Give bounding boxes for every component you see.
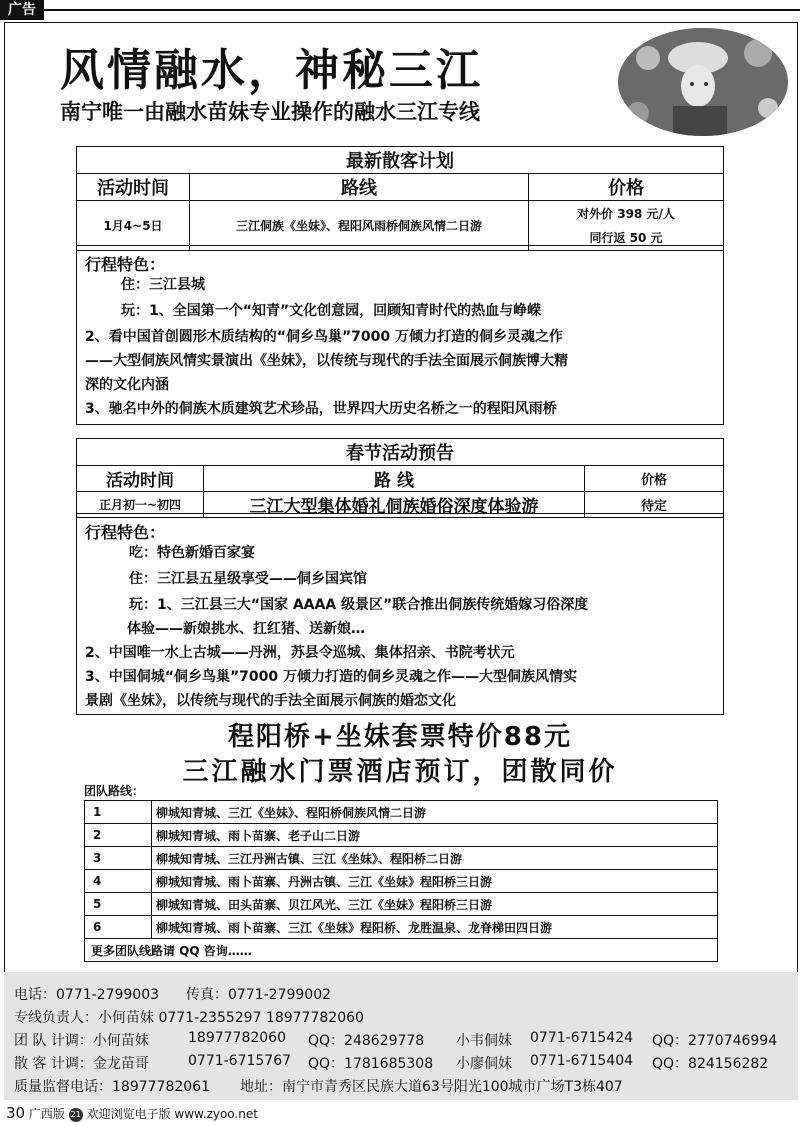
team-operator2-qq: QQ：2770746994	[652, 1033, 778, 1049]
line-manager: 专线负责人：小何苗妹 0771-2355297 18977782060	[14, 1010, 364, 1026]
feature-line: 吃：特色新婚百家宴	[129, 545, 255, 561]
feature-line: 3、中国侗城“侗乡鸟巢”7000 万倾力打造的侗乡灵魂之作——大型侗族风情实	[85, 669, 577, 685]
route-text: 柳城知青城、雨卜苗寨、老子山二日游	[152, 824, 718, 847]
feature-line: 景剧《坐妹》，以传统与现代的手法全面展示侗族的婚恋文化	[85, 693, 456, 709]
feature-line: 玩：1、全国第一个“知青”文化创意园，回顾知青时代的热血与峥嵘	[121, 303, 542, 319]
spring-table	[76, 438, 724, 518]
plan-price-public: 对外价 398 元/人	[577, 206, 675, 221]
table-row	[85, 939, 718, 962]
fit-operator-phone: 0771-6715767	[188, 1053, 292, 1069]
feature-line: 住：三江县城	[121, 277, 205, 293]
team-routes-label: 团队路线：	[84, 784, 145, 798]
fit-operator2-qq: QQ：824156282	[652, 1056, 769, 1072]
col-route: 路线	[190, 174, 529, 201]
combo-ticket-promo: 程阳桥+坐妹套票特价88元	[228, 722, 572, 752]
feature-line: 2、看中国首创圆形木质结构的“侗乡鸟巢”7000 万倾力打造的侗乡灵魂之作	[85, 329, 563, 345]
spring-route: 三江大型集体婚礼侗族婚俗深度体验游	[204, 492, 585, 518]
fit-operator2-phone: 0771-6715404	[530, 1053, 634, 1069]
route-text: 柳城知青城、三江《坐妹》、程阳桥侗族风情二日游	[152, 801, 718, 824]
route-num: 3	[85, 847, 152, 870]
spring-price: 待定	[585, 492, 724, 518]
plan-features	[76, 245, 724, 425]
page-subtitle: 南宁唯一由融水苗妹专业操作的融水三江专线	[60, 100, 480, 124]
contact-block	[4, 972, 798, 1100]
feature-line: 3、驰名中外的侗族木质建筑艺术珍品，世界四大历史名桥之一的程阳风雨桥	[85, 401, 557, 417]
team-operator-mobile: 18977782060	[188, 1030, 286, 1046]
team-operator2-phone: 0771-6715424	[530, 1030, 634, 1046]
plan-title: 最新散客计划	[77, 147, 724, 174]
route-num: 1	[85, 801, 152, 824]
quality-hotline: 质量监督电话：18977782061	[14, 1079, 210, 1095]
route-text: 柳城知青城、雨卜苗寨、丹洲古镇、三江《坐妹》程阳桥三日游	[152, 870, 718, 893]
route-num: 6	[85, 916, 152, 939]
feature-line: 深的文化内涵	[85, 377, 169, 393]
route-num: 4	[85, 870, 152, 893]
plan-price-agent: 同行返 50 元	[589, 230, 663, 245]
page-title: 风情融水，神秘三江	[60, 45, 483, 96]
plan-date: 1月4~5日	[77, 201, 190, 251]
page-footer	[6, 1104, 258, 1122]
spring-features	[76, 513, 724, 715]
route-num: 5	[85, 893, 152, 916]
spring-title: 春节活动预告	[77, 439, 724, 466]
table-row	[85, 870, 718, 893]
page-number: 30	[6, 1104, 26, 1122]
plan-price	[529, 201, 724, 251]
fit-operator-qq: QQ：1781685308	[308, 1056, 434, 1072]
footer-slogan: 欢迎浏览电子版 www.zyoo.net	[86, 1107, 258, 1121]
feature-line: 2、中国唯一水上古城——丹洲，苏县令巡城、集体招亲、书院考状元	[85, 645, 515, 661]
address: 地址：南宁市青秀区民族大道63号阳光100城市广场T3栋407	[240, 1079, 623, 1095]
feature-line: 住：三江县五星级享受——侗乡国宾馆	[129, 571, 367, 587]
col-price: 价格	[585, 466, 724, 492]
team-operator-qq: QQ：248629778	[308, 1033, 425, 1049]
plan-table	[76, 146, 724, 251]
edition-label: 广西版	[28, 1107, 65, 1121]
team-operator2-name: 小韦侗妹	[456, 1033, 512, 1049]
booking-promo: 三江融水门票酒店预订，团散同价	[182, 757, 618, 787]
plan-features-title: 行程特色：	[85, 255, 166, 274]
feature-line: 玩：1、三江县三大“国家 AAAA 级景区”联合推出侗族传统婚嫁习俗深度	[129, 597, 589, 613]
route-text: 柳城知青城、雨卜苗寨、三江《坐妹》程阳桥、龙胜温泉、龙脊梯田四日游	[152, 916, 718, 939]
spring-features-title: 行程特色：	[85, 523, 166, 542]
team-operator: 团 队 计调：小何苗妹	[14, 1033, 149, 1049]
fax: 传真：0771-2799002	[186, 987, 332, 1003]
table-row	[85, 847, 718, 870]
route-text: 柳城知青城、三江丹洲古镇、三江《坐妹》、程阳桥二日游	[152, 847, 718, 870]
fit-operator: 散 客 计调：金龙苗哥	[14, 1056, 149, 1072]
route-num: 2	[85, 824, 152, 847]
col-price: 价格	[529, 174, 724, 201]
route-text: 柳城知青城、田头苗寨、贝江风光、三江《坐妹》程阳桥三日游	[152, 893, 718, 916]
more-routes-note: 更多团队线路请 QQ 咨询……	[85, 939, 718, 962]
miao-girl-photo-icon	[618, 28, 788, 136]
col-date: 活动时间	[77, 466, 204, 492]
plan-route: 三江侗族《坐妹》、程阳风雨桥侗族风情二日游	[190, 201, 529, 251]
table-row	[85, 801, 718, 824]
feature-line: 体验——新娘挑水、扛红猪、送新娘…	[127, 621, 365, 637]
ad-tag: 广告	[0, 0, 44, 20]
feature-line: ——大型侗族风情实景演出《坐妹》，以传统与现代的手法全面展示侗族博大精	[85, 353, 568, 369]
fit-operator2-name: 小廖侗妹	[456, 1056, 512, 1072]
phone: 电话：0771-2799003	[14, 987, 160, 1003]
team-routes-table	[84, 800, 718, 962]
magazine-logo-icon: 21	[69, 1108, 83, 1122]
table-row	[85, 824, 718, 847]
table-row	[85, 893, 718, 916]
top-rule	[44, 9, 800, 11]
col-route: 路 线	[204, 466, 585, 492]
col-date: 活动时间	[77, 174, 190, 201]
table-row	[85, 916, 718, 939]
spring-date: 正月初一~初四	[77, 492, 204, 518]
